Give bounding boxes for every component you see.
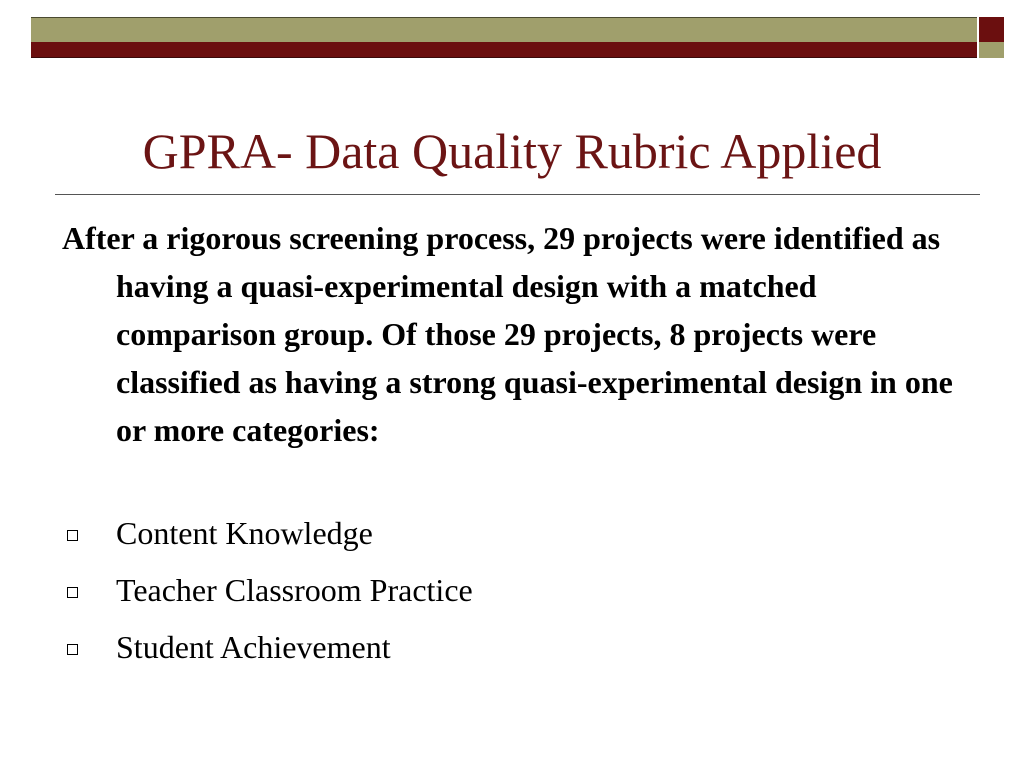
header-corner-maroon (979, 17, 1004, 42)
bullet-item-teacher-classroom-practice (62, 562, 473, 619)
header-band-maroon (31, 42, 977, 58)
bullet-list (62, 505, 473, 676)
intro-paragraph: After a rigorous screening process, 29 projects were identified as having a quasi-experimental design with a matched comparison group. Of those 29 projects, 8 projects were classified as having a strong quasi-experimental design in one or more categories: (62, 220, 953, 448)
header-band-olive (31, 17, 977, 42)
bullet-text: Student Achievement (116, 629, 391, 665)
header-corner-olive (979, 42, 1004, 58)
bullet-item-student-achievement (62, 619, 473, 676)
bullet-text: Content Knowledge (116, 515, 373, 551)
hollow-square-bullet-icon (67, 530, 78, 541)
hollow-square-bullet-icon (67, 587, 78, 598)
bullet-item-content-knowledge (62, 505, 473, 562)
hollow-square-bullet-icon (67, 644, 78, 655)
bullet-text: Teacher Classroom Practice (116, 572, 473, 608)
slide-title: GPRA- Data Quality Rubric Applied (142, 123, 882, 179)
title-divider (55, 194, 980, 195)
